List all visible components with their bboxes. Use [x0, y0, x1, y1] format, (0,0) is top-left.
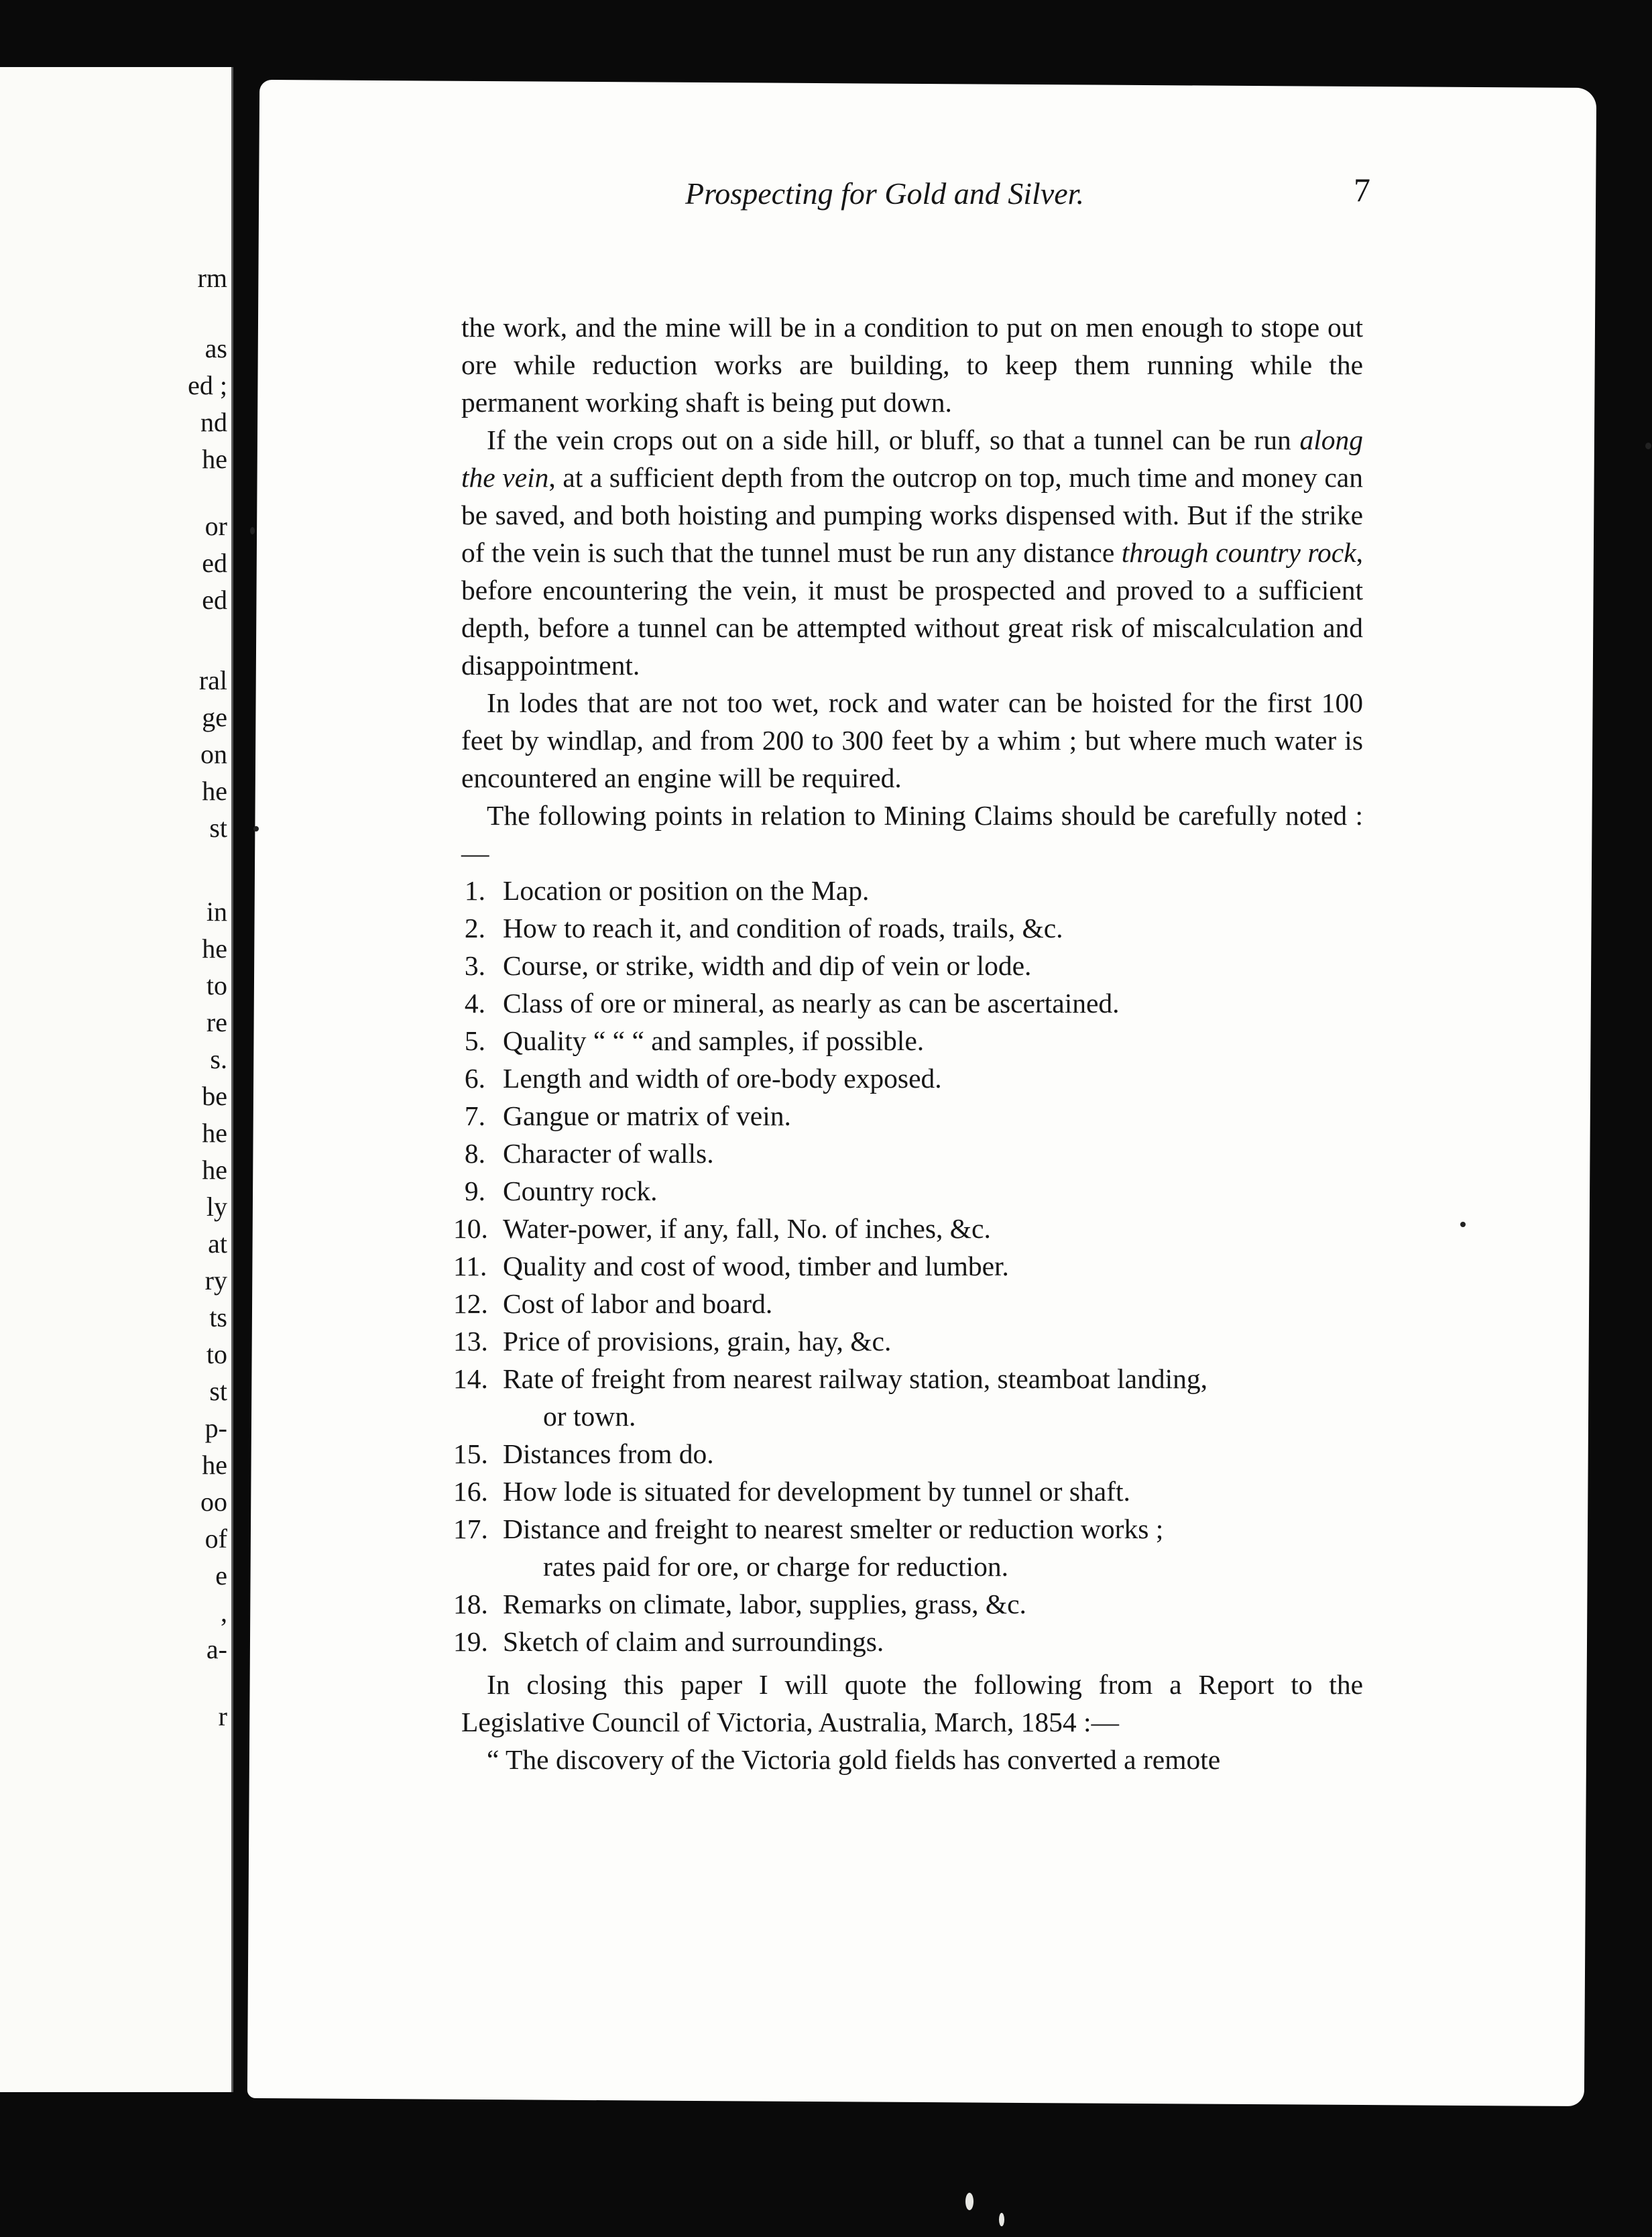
point-number: 19. — [453, 1626, 488, 1657]
body-text — [453, 308, 1364, 1778]
left-page-text-fragment: r — [218, 1701, 227, 1731]
point-item — [453, 1473, 1363, 1510]
point-item — [461, 1059, 1363, 1097]
left-page-text-fragment: st — [209, 813, 227, 843]
left-page-text-fragment: he — [202, 1155, 227, 1185]
point-text: Quality “ “ “ and samples, if possible. — [503, 1025, 925, 1056]
point-text: Price of provisions, grain, hay, &c. — [503, 1326, 892, 1357]
left-page-text-fragment: he — [202, 933, 227, 964]
point-number: 4. — [464, 988, 485, 1019]
point-number: 13. — [453, 1326, 488, 1357]
paragraph-tunnel: If the vein crops out on a side hill, or bluff, so that a tunnel can be run along the vein, at a sufficient depth from the outcrop on top, much time and money can be saved, and both hoisting and pumping works dispensed with. But if the strike of the vein is such that the tunnel must be run any distance through country rock, before encountering the vein, it must be prospected and proved to a sufficient depth, before a tunnel can be attempted without great risk of miscalculation and disappointment. — [461, 424, 1364, 681]
point-item — [453, 1322, 1363, 1360]
point-item — [461, 947, 1363, 984]
left-page-text-fragment: rm — [197, 263, 227, 293]
left-page-text-fragment: he — [202, 1450, 227, 1480]
left-page-text-fragment: as — [204, 333, 227, 363]
point-item — [461, 872, 1363, 909]
point-item — [453, 1435, 1363, 1473]
point-item — [461, 1172, 1363, 1210]
point-number: 18. — [453, 1589, 488, 1619]
point-item — [453, 1585, 1363, 1623]
point-item — [461, 984, 1363, 1022]
left-page-text-fragment: ry — [204, 1265, 227, 1296]
point-number: 8. — [464, 1138, 485, 1169]
left-page-text-fragment: he — [202, 1118, 227, 1148]
left-facing-page — [0, 67, 233, 2092]
point-text: Distance and freight to nearest smelter or reduction works ; — [503, 1513, 1164, 1544]
point-number: 11. — [453, 1251, 487, 1281]
point-number: 7. — [464, 1100, 485, 1131]
point-item — [453, 1210, 1363, 1247]
page-number: 7 — [1354, 171, 1370, 209]
left-page-text-fragment: he — [202, 444, 227, 474]
left-page-text-fragment: , — [221, 1597, 227, 1627]
page-header — [430, 168, 1382, 221]
point-text: Cost of labor and board. — [503, 1288, 773, 1319]
left-page-text-fragment: a- — [206, 1634, 227, 1664]
point-text: Location or position on the Map. — [503, 875, 870, 906]
left-page-text-fragment: ts — [209, 1302, 227, 1332]
left-page-text-fragment: p- — [204, 1413, 227, 1443]
point-number: 3. — [464, 950, 485, 981]
paragraph-closing: In closing this paper I will quote the following from a Report to the Legislative Council of Victoria, Australia, March, 1854 :— — [461, 1669, 1363, 1737]
paragraph-continuation: the work, and the mine will be in a condition to put on men enough to stope out ore while reduction works are building, to keep them running while the permanent working shaft is being put down. — [461, 312, 1363, 418]
point-item — [453, 1360, 1363, 1435]
left-page-text-fragment: or — [204, 511, 227, 541]
point-text: Remarks on climate, labor, supplies, grass, &c. — [503, 1589, 1026, 1619]
point-number: 12. — [453, 1288, 488, 1319]
scan-speck — [1645, 443, 1651, 449]
point-number: 10. — [453, 1213, 488, 1244]
point-number: 9. — [464, 1175, 485, 1206]
scan-speck — [999, 2213, 1004, 2226]
point-number: 1. — [464, 875, 485, 906]
left-page-text-fragment: in — [206, 897, 227, 927]
point-text: Class of ore or mineral, as nearly as can be ascertained. — [503, 988, 1120, 1019]
left-page-text-fragment: re — [206, 1007, 227, 1037]
emphasis-along-vein: along the vein — [461, 424, 1363, 493]
left-page-text-fragment: ed — [202, 548, 227, 578]
point-text: Quality and cost of wood, timber and lumber. — [503, 1251, 1009, 1281]
emphasis-through-country-rock: through country rock — [1121, 537, 1356, 568]
left-page-text-fragment: e — [215, 1560, 227, 1591]
point-item — [453, 1247, 1363, 1285]
left-page-text-fragment: nd — [200, 407, 227, 437]
left-page-text-fragment: to — [206, 1339, 227, 1369]
point-item — [461, 1022, 1363, 1059]
left-page-text-fragment: to — [206, 970, 227, 1000]
left-page-text-fragment: s. — [210, 1044, 227, 1074]
point-text: Water-power, if any, fall, No. of inches, &c. — [503, 1213, 991, 1244]
point-text: Course, or strike, width and dip of vein or lode. — [503, 950, 1032, 981]
point-text-continuation: or town. — [543, 1401, 636, 1432]
points-list — [453, 872, 1363, 1660]
point-text: Rate of freight from nearest railway station, steamboat landing, — [503, 1363, 1207, 1394]
left-page-text-fragment: ral — [198, 665, 227, 695]
point-item — [453, 1510, 1363, 1585]
left-page-text-fragment: ed ; — [188, 370, 227, 400]
left-page-text-fragment: ed — [202, 585, 227, 615]
point-item — [453, 1285, 1363, 1322]
point-item — [461, 1097, 1363, 1135]
point-item — [461, 1135, 1363, 1172]
point-item — [453, 1623, 1363, 1660]
point-text: Length and width of ore-body exposed. — [503, 1063, 942, 1094]
point-text: Character of walls. — [503, 1138, 714, 1169]
paragraph-points-intro: The following points in relation to Mining Claims should be carefully noted :— — [461, 800, 1363, 868]
point-number: 15. — [453, 1438, 488, 1469]
left-page-text-fragment: ge — [202, 702, 227, 732]
scan-speck — [1460, 1222, 1466, 1227]
point-number: 5. — [464, 1025, 485, 1056]
left-page-text-fragment: on — [200, 739, 227, 769]
point-text: How lode is situated for development by tunnel or shaft. — [503, 1476, 1130, 1507]
scan-speck — [253, 826, 259, 831]
point-text: Distances from do. — [503, 1438, 714, 1469]
scan-speck — [965, 2193, 973, 2210]
left-page-text-fragment: ly — [206, 1192, 227, 1222]
running-title: Prospecting for Gold and Silver. — [685, 176, 1084, 211]
paragraph-quote: “ The discovery of the Victoria gold fields has converted a remote — [487, 1744, 1221, 1775]
left-page-text-fragment: st — [209, 1376, 227, 1406]
point-text-continuation: rates paid for ore, or charge for reduction. — [543, 1551, 1009, 1582]
point-text: Sketch of claim and surroundings. — [503, 1626, 884, 1657]
point-number: 2. — [464, 913, 485, 943]
paragraph-hoisting: In lodes that are not too wet, rock and water can be hoisted for the first 100 feet by windlap, and from 200 to 300 feet by a whim ; but where much water is encountered an engine will be required. — [461, 687, 1363, 793]
scan-speck — [250, 527, 255, 534]
point-number: 6. — [464, 1063, 485, 1094]
left-page-text-fragment: oo — [200, 1487, 227, 1517]
left-page-text-fragment: of — [204, 1524, 227, 1554]
point-number: 17. — [453, 1513, 488, 1544]
point-item — [461, 909, 1363, 947]
point-number: 16. — [453, 1476, 488, 1507]
point-text: How to reach it, and condition of roads, trails, &c. — [503, 913, 1063, 943]
point-number: 14. — [453, 1363, 488, 1394]
left-page-text-fragment: be — [202, 1081, 227, 1111]
left-page-text-fragment: he — [202, 776, 227, 806]
left-page-text-fragment: at — [208, 1228, 227, 1259]
point-text: Country rock. — [503, 1175, 658, 1206]
point-text: Gangue or matrix of vein. — [503, 1100, 791, 1131]
